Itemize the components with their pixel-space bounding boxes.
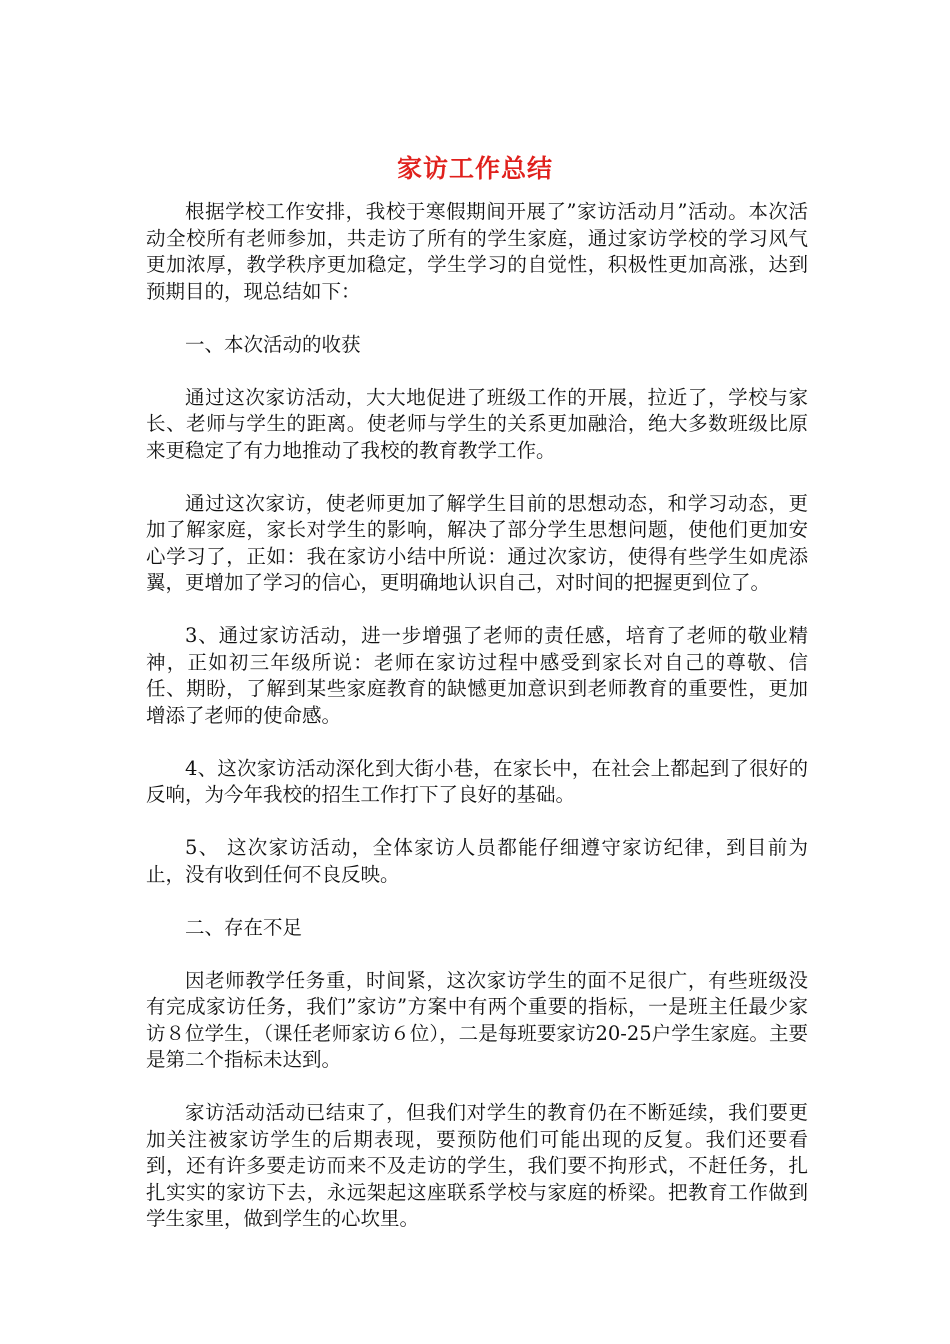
body-paragraph: 4、这次家访活动深化到大街小巷，在家长中，在社会上都起到了很好的反响，为今年我校的招生工作打下了良好的基础。 xyxy=(146,756,808,806)
intro-paragraph: 根据学校工作安排，我校于寒假期间开展了”家访活动月”活动。本次活动全校所有老师参加，共走访了所有的学生家庭，通过家访学校的学习风气更加浓厚，教学秩序更加稳定，学生学习的自觉性，积极性更加高涨，达到预期目的，现总结如下： xyxy=(146,200,808,303)
closing-paragraph: 家访活动活动已结束了，但我们对学生的教育仍在不断延续，我们要更加关注被家访学生的后期表现，要预防他们可能出现的反复。我们还要看到，还有许多要走访而来不及走访的学生，我们要不拘形式，不赶任务，扎扎实实的家访下去，永远架起这座联系学校与家庭的桥梁。把教育工作做到学生家里，做到学生的心坎里。 xyxy=(146,1101,808,1230)
body-paragraph: 5、 这次家访活动，全体家访人员都能仔细遵守家访纪律，到目前为止，没有收到任何不良反映。 xyxy=(146,836,808,886)
body-paragraph: 通过这次家访，使老师更加了解学生目前的思想动态，和学习动态，更加了解家庭，家长对学生的影响，解决了部分学生思想问题，使他们更加安心学习了，正如：我在家访小结中所说：通过次家访，使得有些学生如虎添翼，更增加了学习的信心，更明确地认识自己，对时间的把握更到位了。 xyxy=(146,491,808,594)
section-heading-shortcomings: 二、存在不足 xyxy=(185,915,303,939)
section-heading-gains: 一、本次活动的收获 xyxy=(185,332,361,356)
body-paragraph: 3、通过家访活动，进一步增强了老师的责任感，培育了老师的敬业精神，正如初三年级所说：老师在家访过程中感受到家长对自己的尊敬、信任、期盼，了解到某些家庭教育的缺憾更加意识到老师教育的重要性，更加增添了老师的使命感。 xyxy=(146,624,808,727)
document-body xyxy=(146,199,808,1259)
body-paragraph: 因老师教学任务重，时间紧，这次家访学生的面不足很广，有些班级没有完成家访任务，我们”家访”方案中有两个重要的指标，一是班主任最少家访８位学生，（课任老师家访６位），二是每班要家访20-25户学生家庭。主要是第二个指标未达到。 xyxy=(146,968,808,1071)
body-paragraph: 通过这次家访活动，大大地促进了班级工作的开展，拉近了，学校与家长、老师与学生的距离。使老师与学生的关系更加融洽，绝大多数班级比原来更稳定了有力地推动了我校的教育教学工作。 xyxy=(146,385,808,462)
document-title: 家访工作总结 xyxy=(396,153,553,183)
